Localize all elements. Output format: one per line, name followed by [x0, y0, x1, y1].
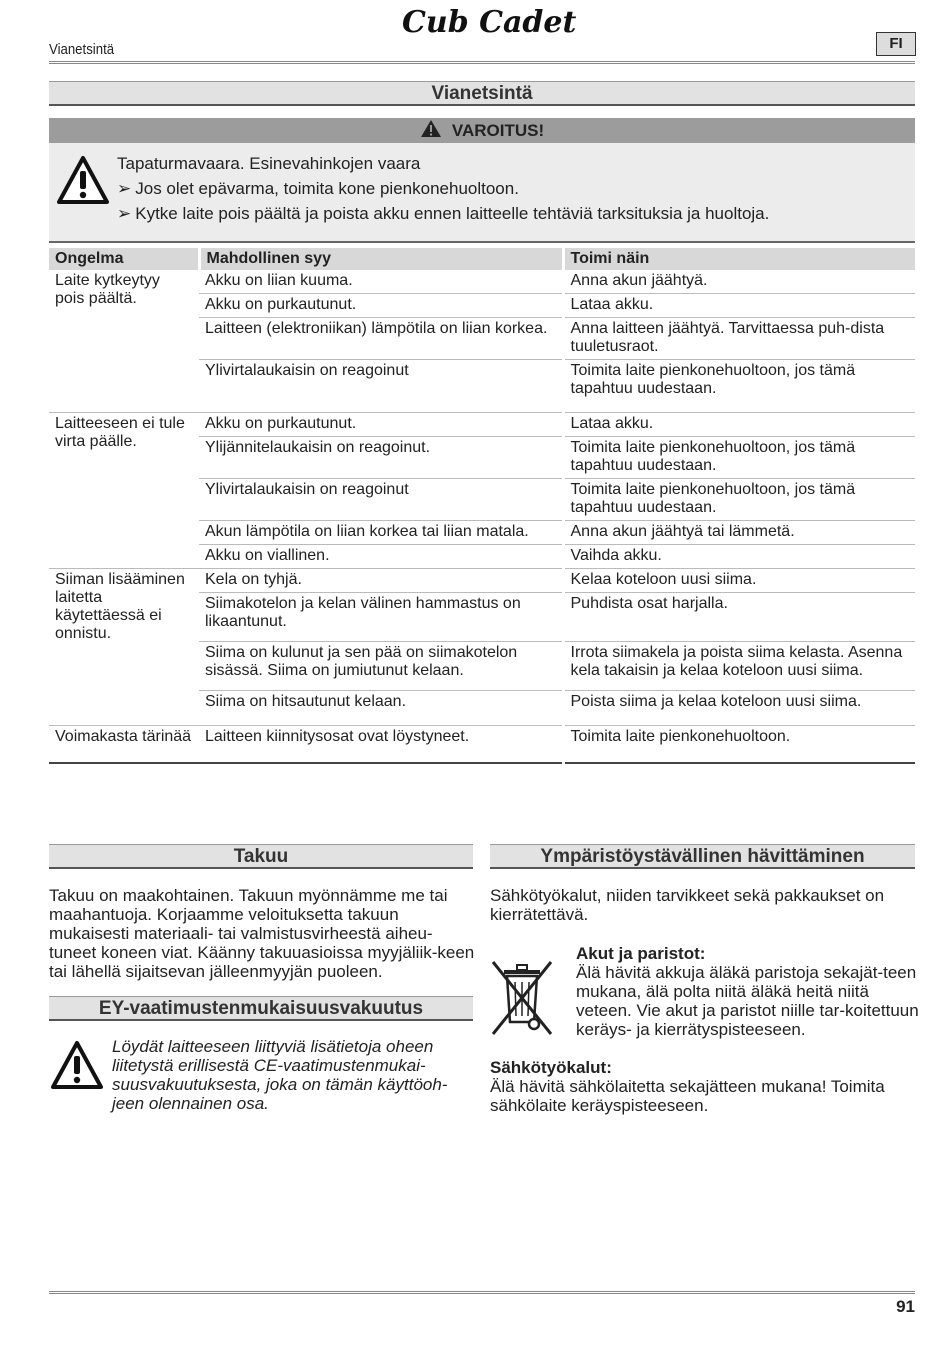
remedy-cell: Toimita laite pienkonehuoltoon, jos tämä tapahtuu uudestaan. — [563, 479, 915, 521]
warning-label: VAROITUS! — [451, 121, 545, 140]
cause-cell: Ylivirtalaukaisin on reagoinut — [199, 479, 563, 521]
cause-cell: Akku on viallinen. — [199, 545, 563, 569]
remedy-cell: Vaihda akku. — [563, 545, 915, 569]
remedy-cell: Toimita laite pienkonehuoltoon, jos tämä tapahtuu uudestaan. — [563, 437, 915, 479]
cause-cell: Laitteen kiinnitysosat ovat löystyneet. — [199, 726, 563, 764]
troubleshooting-table — [49, 248, 915, 764]
cause-cell: Ylijännitelaukaisin on reagoinut. — [199, 437, 563, 479]
takuu-title: Takuu — [49, 844, 473, 869]
ey-title: EY-vaatimustenmukaisuusvakuutus — [49, 996, 473, 1021]
sahko-text: Älä hävitä sähkölaitetta sekajätteen mukana! Toimita sähkölaite keräyspisteeseen. — [490, 1077, 885, 1115]
remedy-cell: Anna akun jäähtyä tai lämmetä. — [563, 521, 915, 545]
warning-bar — [49, 118, 915, 143]
table-row — [49, 270, 915, 294]
warning-item: ➢ Kytke laite pois päältä ja poista akku ennen laitteelle tehtäviä tarksituksia ja huoltoja. — [117, 204, 770, 223]
problem-cell: Siiman lisääminen laitetta käytettäessä ei onnistu. — [49, 569, 199, 726]
remedy-cell: Toimita laite pienkonehuoltoon, jos tämä tapahtuu uudestaan. — [563, 360, 915, 413]
column-header: Ongelma — [49, 248, 199, 270]
table-row — [49, 413, 915, 437]
remedy-cell: Kelaa koteloon uusi siima. — [563, 569, 915, 593]
remedy-cell: Toimita laite pienkonehuoltoon. — [563, 726, 915, 764]
sahko-title: Sähkötyökalut: — [490, 1058, 612, 1077]
section-title: Vianetsintä — [49, 81, 915, 106]
footer-rule — [49, 1291, 915, 1294]
cause-cell: Akku on liian kuuma. — [199, 270, 563, 294]
ymparisto-title: Ympäristöystävällinen hävittäminen — [490, 844, 915, 869]
table-row — [49, 726, 915, 764]
cause-cell: Ylivirtalaukaisin on reagoinut — [199, 360, 563, 413]
problem-cell: Laitteeseen ei tule virta päälle. — [49, 413, 199, 569]
problem-cell: Laite kytkeytyy pois päältä. — [49, 270, 199, 413]
page-number: 91 — [896, 1297, 915, 1316]
warning-title: Tapaturmavaara. Esinevahinkojen vaara — [117, 154, 421, 173]
akut-text: Älä hävitä akkuja äläkä paristoja sekajät-teen mukana, älä polta niitä äläkä heitä niitä veteen. Vie akut ja paristot niille tar-koitettuun keräys- ja kierrätyspisteeseen. — [576, 963, 919, 1039]
cause-cell: Siima on kulunut ja sen pää on siimakotelon sisässä. Siima on jumiutunut kelaan. — [199, 642, 563, 691]
remedy-cell: Lataa akku. — [563, 413, 915, 437]
brand-logotype: Cub Cadet — [402, 5, 577, 40]
remedy-cell: Poista siima ja kelaa koteloon uusi siima. — [563, 691, 915, 726]
cause-cell: Akku on purkautunut. — [199, 413, 563, 437]
column-header: Toimi näin — [563, 248, 915, 270]
arrow-icon: ➢ — [117, 179, 132, 198]
problem-cell: Voimakasta tärinää — [49, 726, 199, 764]
remedy-cell: Anna laitteen jäähtyä. Tarvittaessa puh-dista tuuletusraot. — [563, 318, 915, 360]
remedy-cell: Lataa akku. — [563, 294, 915, 318]
cub-cadet-logo — [400, 4, 590, 40]
warning-icon — [420, 119, 442, 145]
header-rule — [49, 61, 915, 64]
crossed-out-wheelie-bin-icon — [490, 958, 554, 1041]
column-header: Mahdollinen syy — [199, 248, 563, 270]
warning-text — [117, 151, 769, 226]
remedy-cell: Irrota siimakela ja poista siima kelasta. Asenna kela takaisin ja kelaa koteloon uusi siima. — [563, 642, 915, 691]
cause-cell: Laitteen (elektroniikan) lämpötila on liian korkea. — [199, 318, 563, 360]
cause-cell: Akku on purkautunut. — [199, 294, 563, 318]
arrow-icon: ➢ — [117, 204, 132, 223]
ey-text: Löydät laitteeseen liittyviä lisätietoja oheen liitetystä erillisestä CE-vaatimustenmukai-suusvakuutuksesta, joka on tämän käyttöoh-jeen olennainen osa. — [112, 1037, 448, 1113]
akut-title: Akut ja paristot: — [576, 944, 706, 963]
cause-cell: Akun lämpötila on liian korkea tai liian matala. — [199, 521, 563, 545]
table-row — [49, 569, 915, 593]
takuu-text: Takuu on maakohtainen. Takuun myönnämme me tai maahantuoja. Korjaamme veloituksetta takuun mukaisesti materiaali- tai valmistusvirheestä aiheu-tuneet koneen viat. Käänny takuuasioissa myyjäliik-keen tai lähellä sijaitsevan jälleenmyyjän puoleen. — [49, 886, 475, 981]
remedy-cell: Puhdista osat harjalla. — [563, 593, 915, 642]
warning-item: ➢ Jos olet epävarma, toimita kone pienkonehuoltoon. — [117, 179, 519, 198]
warning-triangle-icon — [56, 155, 110, 210]
ymparisto-intro: Sähkötyökalut, niiden tarvikkeet sekä pakkaukset on kierrätettävä. — [490, 886, 885, 924]
language-badge: FI — [876, 32, 916, 56]
cause-cell: Kela on tyhjä. — [199, 569, 563, 593]
remedy-cell: Anna akun jäähtyä. — [563, 270, 915, 294]
warning-triangle-icon — [50, 1040, 104, 1095]
cause-cell: Siimakotelon ja kelan välinen hammastus on likaantunut. — [199, 593, 563, 642]
running-title: Vianetsintä — [49, 41, 115, 58]
cause-cell: Siima on hitsautunut kelaan. — [199, 691, 563, 726]
